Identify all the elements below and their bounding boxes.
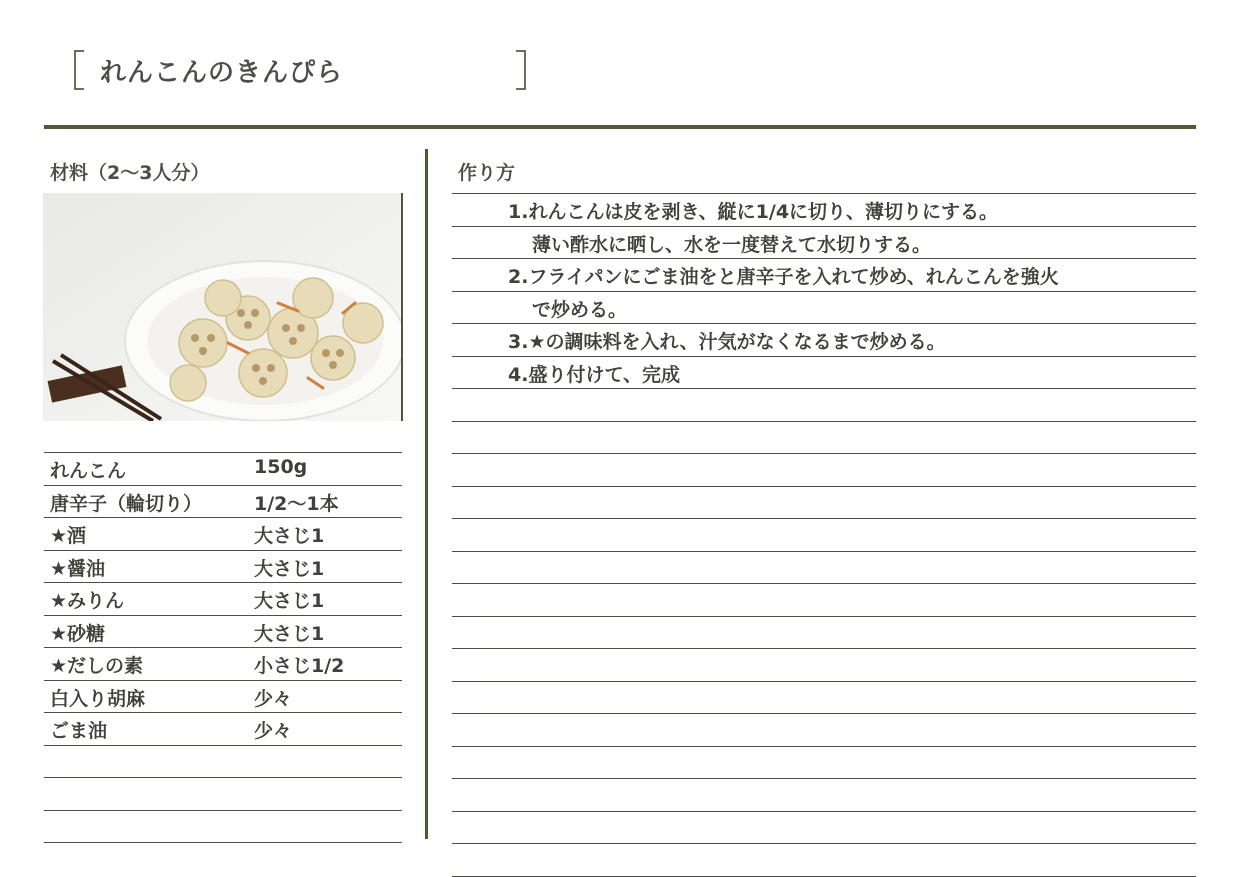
ingredient-name: ★醤油 <box>50 557 106 580</box>
ingredient-name: れんこん <box>50 460 127 482</box>
right-bracket <box>516 50 526 90</box>
ingredient-row <box>44 647 402 680</box>
left-bracket <box>74 50 84 90</box>
ingredient-amount: 大さじ1 <box>254 525 325 547</box>
ingredient-name: ★酒 <box>50 525 87 547</box>
ingredients-table <box>44 452 402 843</box>
step-row <box>452 193 1196 226</box>
ingredient-name: ★みりん <box>50 590 125 612</box>
ingredient-row <box>44 745 402 778</box>
method-heading: 作り方 <box>458 162 516 184</box>
step-text: 4.盛り付けて、完成 <box>508 363 681 386</box>
step-text: 1.れんこんは皮を剥き、縦に1/4に切り、薄切りにする。 <box>508 201 999 223</box>
step-text: 薄い酢水に晒し、水を一度替えて水切りする。 <box>532 233 932 256</box>
step-row <box>452 778 1196 811</box>
ingredient-amount: 大さじ1 <box>254 557 325 580</box>
ingredient-name: 白入り胡麻 <box>50 687 146 710</box>
step-row <box>452 356 1196 389</box>
ingredient-row <box>44 680 402 713</box>
ingredient-row <box>44 712 402 745</box>
ingredient-row <box>44 777 402 810</box>
ingredient-name: 唐辛子（輪切り） <box>50 492 203 515</box>
step-text: 3.★の調味料を入れ、汁気がなくなるまで炒める。 <box>508 331 946 353</box>
recipe-title: れんこんのきんぴら <box>100 58 344 88</box>
ingredient-name: ★だしの素 <box>50 655 144 677</box>
step-row <box>452 681 1196 714</box>
ingredient-amount: 150g <box>254 456 308 478</box>
step-text: で炒める。 <box>532 298 628 321</box>
ingredients-heading: 材料（2～3人分） <box>50 162 210 184</box>
step-row <box>452 616 1196 649</box>
step-row <box>452 388 1196 421</box>
step-row <box>452 843 1196 877</box>
ingredient-name: ごま油 <box>50 720 108 742</box>
step-row <box>452 258 1196 291</box>
step-row <box>452 746 1196 779</box>
ingredient-amount: 大さじ1 <box>254 590 325 612</box>
step-row <box>452 486 1196 519</box>
method-steps <box>452 193 1196 877</box>
ingredient-amount: 少々 <box>254 720 293 742</box>
ingredient-row <box>44 485 402 518</box>
ingredient-row <box>44 517 402 550</box>
ingredient-amount: 小さじ1/2 <box>254 655 345 677</box>
step-row <box>452 811 1196 844</box>
step-row <box>452 421 1196 454</box>
step-row <box>452 518 1196 551</box>
step-row <box>452 551 1196 584</box>
column-divider <box>425 149 428 839</box>
header-divider <box>44 125 1196 129</box>
step-row <box>452 583 1196 616</box>
ingredient-row <box>44 452 402 485</box>
step-row <box>452 291 1196 324</box>
ingredient-amount: 少々 <box>254 687 293 710</box>
dish-photo <box>43 193 403 421</box>
step-row <box>452 648 1196 681</box>
ingredient-amount: 大さじ1 <box>254 622 325 645</box>
ingredient-row <box>44 615 402 648</box>
step-row <box>452 226 1196 259</box>
ingredient-name: ★砂糖 <box>50 622 106 645</box>
ingredient-amount: 1/2～1本 <box>254 492 339 515</box>
recipe-title-frame <box>74 50 526 88</box>
step-row <box>452 713 1196 746</box>
ingredient-row <box>44 582 402 615</box>
step-text: 2.フライパンにごま油をと唐辛子を入れて炒め、れんこんを強火 <box>508 266 1059 288</box>
step-row <box>452 453 1196 486</box>
step-row <box>452 323 1196 356</box>
ingredient-row <box>44 810 402 844</box>
ingredient-row <box>44 550 402 583</box>
